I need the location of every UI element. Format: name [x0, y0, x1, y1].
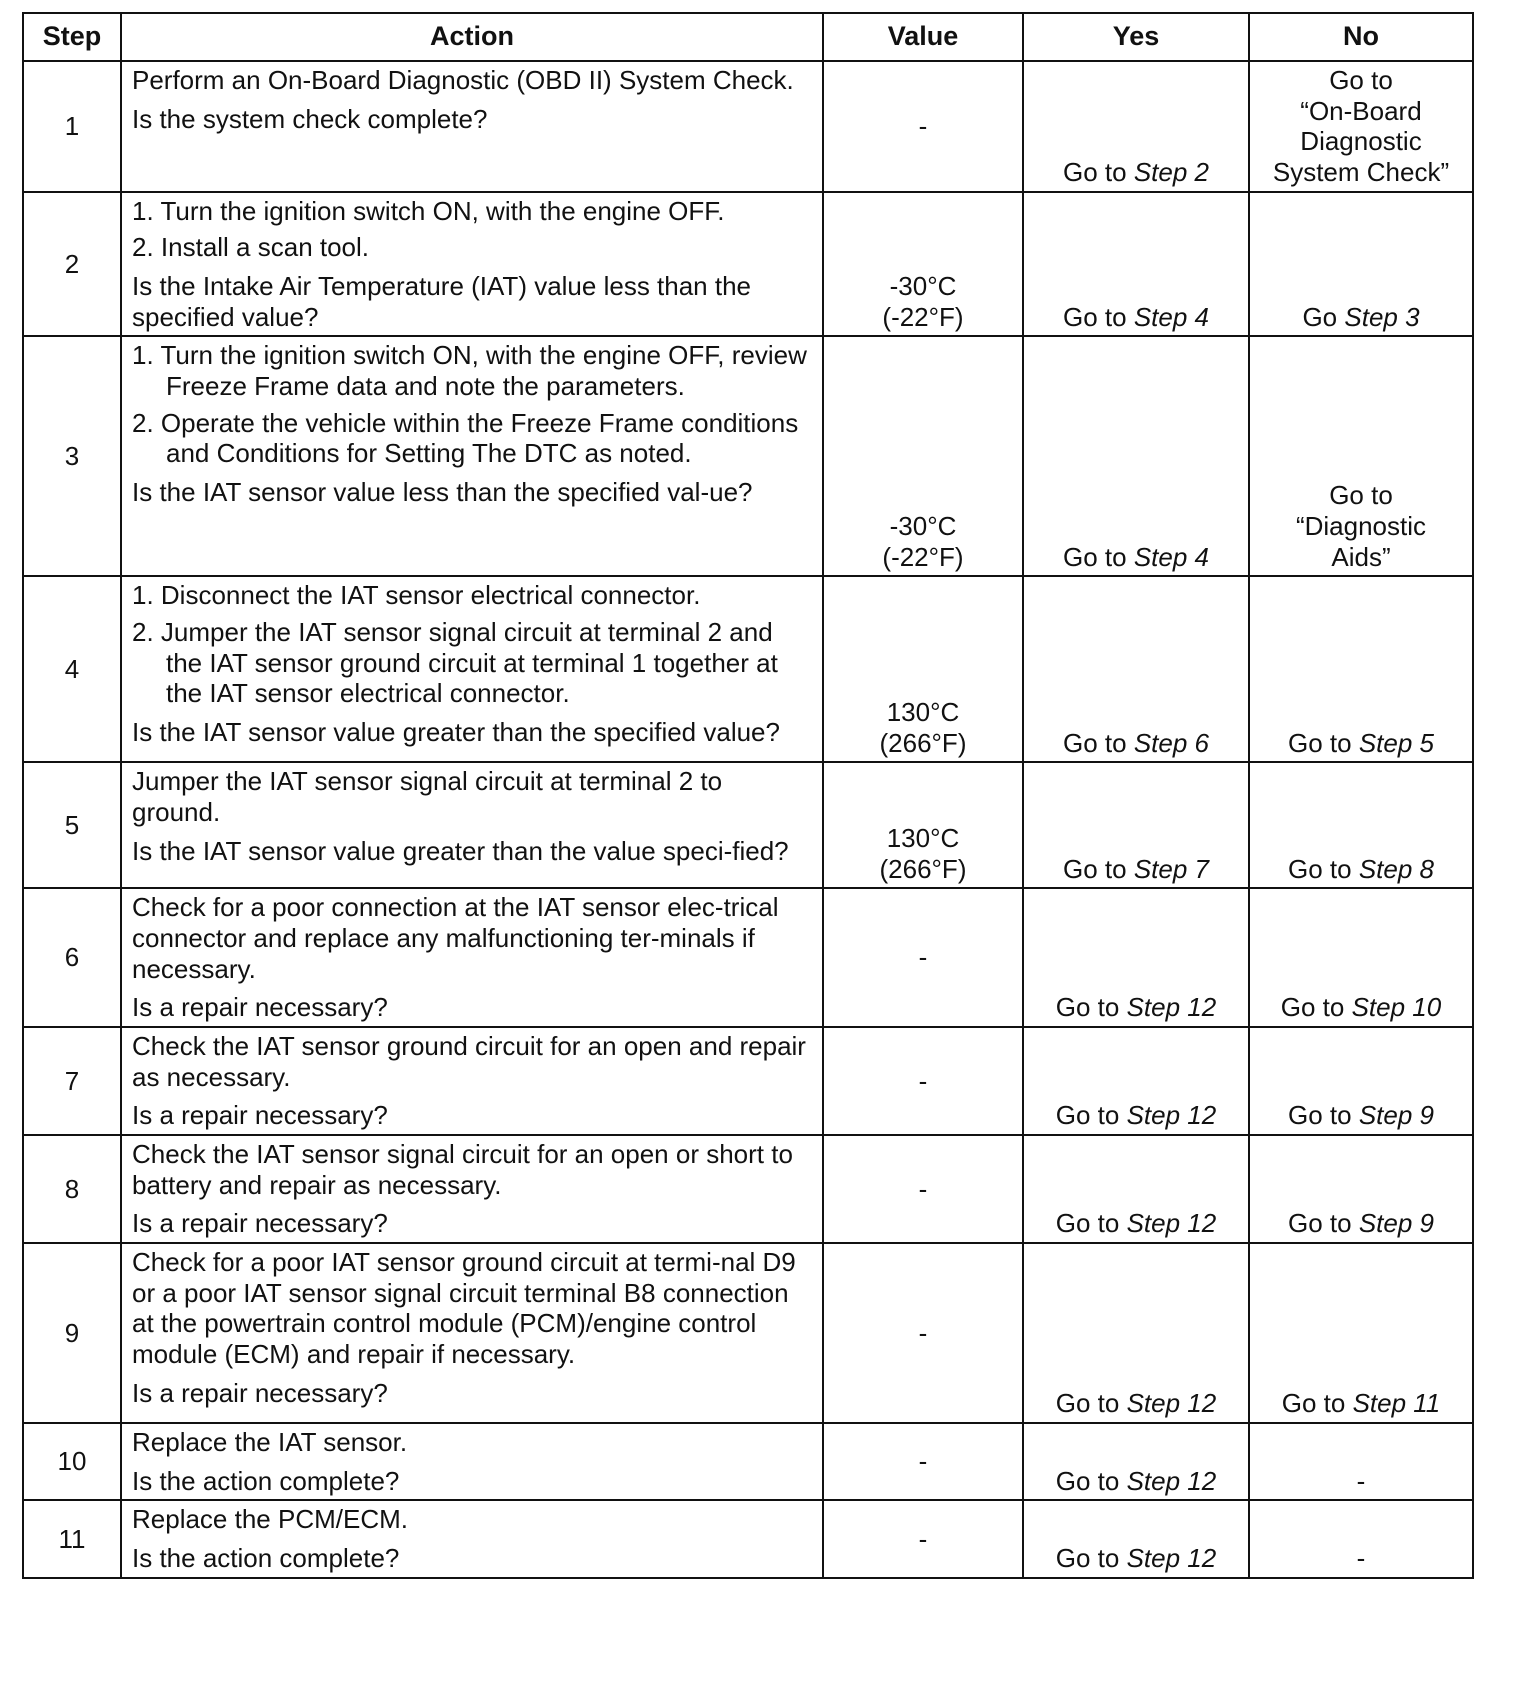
value-text: (266°F) [879, 727, 967, 758]
action-text: Perform an On-Board Diagnostic (OBD II) System Check. [132, 65, 794, 95]
yes-cell [1023, 61, 1249, 192]
action-step: 2. Jumper the IAT sensor signal circuit at terminal 2 and the IAT sensor ground circuit at terminal 1 together at the IAT sensor electrical connector. [132, 617, 778, 709]
action-text: Check for a poor IAT sensor ground circuit at termi-nal D9 or a poor IAT sensor signal circuit terminal B8 connection at the powertrain control module (PCM)/engine control module (ECM) and repair if necessary. [132, 1247, 796, 1370]
no-text: System Check” [1272, 157, 1450, 188]
action-question: Is a repair necessary? [132, 1377, 388, 1408]
action-text: Check for a poor connection at the IAT sensor elec-trical connector and replace any malfunctioning ter-minals if necessary. [132, 892, 779, 984]
action-cell [121, 1500, 823, 1577]
action-question: Is the system check complete? [132, 103, 488, 134]
value-cell [823, 762, 1023, 888]
no-cell [1249, 1027, 1473, 1135]
yes-cell [1023, 762, 1249, 888]
action-question: Is the IAT sensor value greater than the value speci-fied? [132, 835, 789, 866]
value-cell [823, 576, 1023, 762]
action-text: Check the IAT sensor ground circuit for an open and repair as necessary. [132, 1031, 806, 1092]
no-cell [1249, 576, 1473, 762]
table-row [23, 1135, 1473, 1243]
yes-cell [1023, 1500, 1249, 1577]
yes-cell [1023, 1135, 1249, 1243]
no-prefix: Go to [1280, 992, 1352, 1023]
yes-prefix: Go to [1055, 992, 1127, 1023]
yes-step-ref: Step 12 [1126, 992, 1217, 1023]
yes-prefix: Go to [1055, 1100, 1127, 1131]
value-text: - [918, 1317, 928, 1348]
action-step: 2. Operate the vehicle within the Freeze Frame conditions and Conditions for Setting The DTC as noted. [132, 407, 799, 469]
no-prefix: Go to [1288, 853, 1359, 884]
no-cell [1249, 192, 1473, 337]
action-steps-list [132, 340, 812, 469]
no-step-ref: Step 11 [1352, 1388, 1441, 1419]
value-text: - [918, 942, 928, 973]
yes-step-ref: Step 12 [1126, 1388, 1217, 1419]
header-yes: Yes [1023, 13, 1249, 61]
table-body [23, 61, 1473, 1578]
action-cell [121, 192, 823, 337]
no-cell [1249, 762, 1473, 888]
value-text: - [918, 1446, 928, 1477]
yes-step-ref: Step 4 [1133, 541, 1209, 572]
yes-cell [1023, 1027, 1249, 1135]
header-row [23, 13, 1473, 61]
action-question: Is the IAT sensor value less than the specified val-ue? [132, 477, 753, 508]
value-text: -30°C [889, 271, 957, 302]
yes-cell [1023, 576, 1249, 762]
value-text: 130°C [886, 697, 960, 728]
step-number: 10 [23, 1423, 121, 1500]
no-text: Diagnostic [1300, 126, 1422, 157]
action-question: Is a repair necessary? [132, 1208, 388, 1239]
yes-step-ref: Step 7 [1133, 853, 1209, 884]
no-text: “Diagnostic [1295, 511, 1427, 542]
value-text: (266°F) [879, 853, 967, 884]
yes-prefix: Go to [1055, 1543, 1127, 1574]
no-step-ref: Step 3 [1344, 301, 1420, 332]
value-text: (-22°F) [882, 301, 964, 332]
no-cell [1249, 1135, 1473, 1243]
yes-prefix: Go to [1063, 727, 1134, 758]
action-cell [121, 1027, 823, 1135]
yes-step-ref: Step 12 [1126, 1543, 1217, 1574]
table-row [23, 576, 1473, 762]
yes-prefix: Go to [1063, 541, 1134, 572]
action-question: Is the action complete? [132, 1465, 400, 1496]
action-cell [121, 576, 823, 762]
yes-cell [1023, 1243, 1249, 1423]
action-question: Is a repair necessary? [132, 1100, 388, 1131]
action-text: Replace the IAT sensor. [132, 1427, 408, 1458]
value-cell [823, 1027, 1023, 1135]
no-prefix: Go to [1288, 727, 1359, 758]
step-number: 2 [23, 192, 121, 337]
no-prefix: Go to [1288, 1100, 1359, 1131]
no-prefix: Go [1302, 301, 1345, 332]
header-action: Action [121, 13, 823, 61]
value-text: -30°C [889, 511, 957, 542]
no-text: - [1356, 1465, 1366, 1496]
no-step-ref: Step 10 [1351, 992, 1442, 1023]
value-cell [823, 888, 1023, 1027]
no-cell [1249, 1423, 1473, 1500]
step-number: 8 [23, 1135, 121, 1243]
step-number: 6 [23, 888, 121, 1027]
step-number: 1 [23, 61, 121, 192]
table-row [23, 1500, 1473, 1577]
step-number: 5 [23, 762, 121, 888]
no-step-ref: Step 9 [1358, 1100, 1434, 1131]
value-text: 130°C [886, 823, 960, 854]
table-row [23, 336, 1473, 576]
no-cell [1249, 336, 1473, 576]
no-prefix: Go to [1281, 1388, 1353, 1419]
table-row [23, 762, 1473, 888]
step-number: 7 [23, 1027, 121, 1135]
action-cell [121, 1423, 823, 1500]
value-text: - [918, 1523, 928, 1554]
yes-cell [1023, 1423, 1249, 1500]
action-text: Jumper the IAT sensor signal circuit at terminal 2 to ground. [132, 766, 723, 828]
action-cell [121, 888, 823, 1027]
value-text: - [918, 1065, 928, 1096]
no-step-ref: Step 9 [1358, 1208, 1434, 1239]
action-step: 2. Install a scan tool. [132, 232, 370, 263]
diagnostic-table [22, 12, 1474, 1579]
action-cell [121, 336, 823, 576]
no-text: “On-Board [1300, 95, 1422, 126]
step-number: 3 [23, 336, 121, 576]
yes-step-ref: Step 4 [1133, 301, 1209, 332]
no-text: Go to [1329, 480, 1393, 511]
yes-prefix: Go to [1063, 301, 1134, 332]
action-steps-list [132, 196, 812, 263]
value-text: - [918, 1173, 928, 1204]
yes-cell [1023, 888, 1249, 1027]
yes-step-ref: Step 6 [1133, 727, 1209, 758]
no-prefix: Go to [1288, 1208, 1359, 1239]
action-text: Check the IAT sensor signal circuit for an open or short to battery and repair as necessary. [132, 1139, 793, 1200]
yes-cell [1023, 192, 1249, 337]
table-row [23, 1423, 1473, 1500]
value-cell [823, 61, 1023, 192]
no-cell [1249, 1500, 1473, 1577]
yes-step-ref: Step 12 [1126, 1465, 1217, 1496]
yes-prefix: Go to [1063, 853, 1134, 884]
step-number: 4 [23, 576, 121, 762]
header-no: No [1249, 13, 1473, 61]
action-step: 1. Turn the ignition switch ON, with the engine OFF. [132, 195, 725, 226]
action-step: 1. Disconnect the IAT sensor electrical connector. [132, 580, 701, 611]
header-step: Step [23, 13, 121, 61]
action-cell [121, 762, 823, 888]
no-cell [1249, 61, 1473, 192]
action-question: Is the IAT sensor value greater than the specified value? [132, 717, 780, 748]
no-text: Aids” [1331, 541, 1391, 572]
action-step: 1. Turn the ignition switch ON, with the engine OFF, review Freeze Frame data and note the parameters. [132, 340, 807, 402]
yes-prefix: Go to [1055, 1208, 1127, 1239]
action-question: Is the Intake Air Temperature (IAT) value less than the specified value? [132, 271, 752, 332]
yes-prefix: Go to [1055, 1388, 1127, 1419]
yes-cell [1023, 336, 1249, 576]
no-step-ref: Step 8 [1358, 853, 1434, 884]
table-row [23, 888, 1473, 1027]
value-cell [823, 1243, 1023, 1423]
yes-step-ref: Step 2 [1133, 157, 1209, 188]
value-cell [823, 1423, 1023, 1500]
table-row [23, 61, 1473, 192]
no-step-ref: Step 5 [1358, 727, 1434, 758]
table-row [23, 192, 1473, 337]
action-cell [121, 61, 823, 192]
value-text: (-22°F) [882, 541, 964, 572]
no-cell [1249, 888, 1473, 1027]
no-text: Go to [1329, 65, 1393, 95]
yes-step-ref: Step 12 [1126, 1208, 1217, 1239]
table-row [23, 1243, 1473, 1423]
value-cell [823, 1500, 1023, 1577]
action-question: Is the action complete? [132, 1543, 400, 1574]
table-row [23, 1027, 1473, 1135]
value-cell [823, 192, 1023, 337]
step-number: 11 [23, 1500, 121, 1577]
action-cell [121, 1135, 823, 1243]
action-steps-list [132, 580, 812, 709]
action-question: Is a repair necessary? [132, 992, 388, 1023]
value-cell [823, 336, 1023, 576]
action-text: Replace the PCM/ECM. [132, 1504, 408, 1535]
action-cell [121, 1243, 823, 1423]
yes-step-ref: Step 12 [1126, 1100, 1217, 1131]
yes-prefix: Go to [1063, 157, 1134, 188]
header-value: Value [823, 13, 1023, 61]
yes-prefix: Go to [1055, 1465, 1127, 1496]
step-number: 9 [23, 1243, 121, 1423]
value-cell [823, 1135, 1023, 1243]
no-cell [1249, 1243, 1473, 1423]
value-text: - [918, 111, 928, 141]
no-text: - [1356, 1543, 1366, 1574]
